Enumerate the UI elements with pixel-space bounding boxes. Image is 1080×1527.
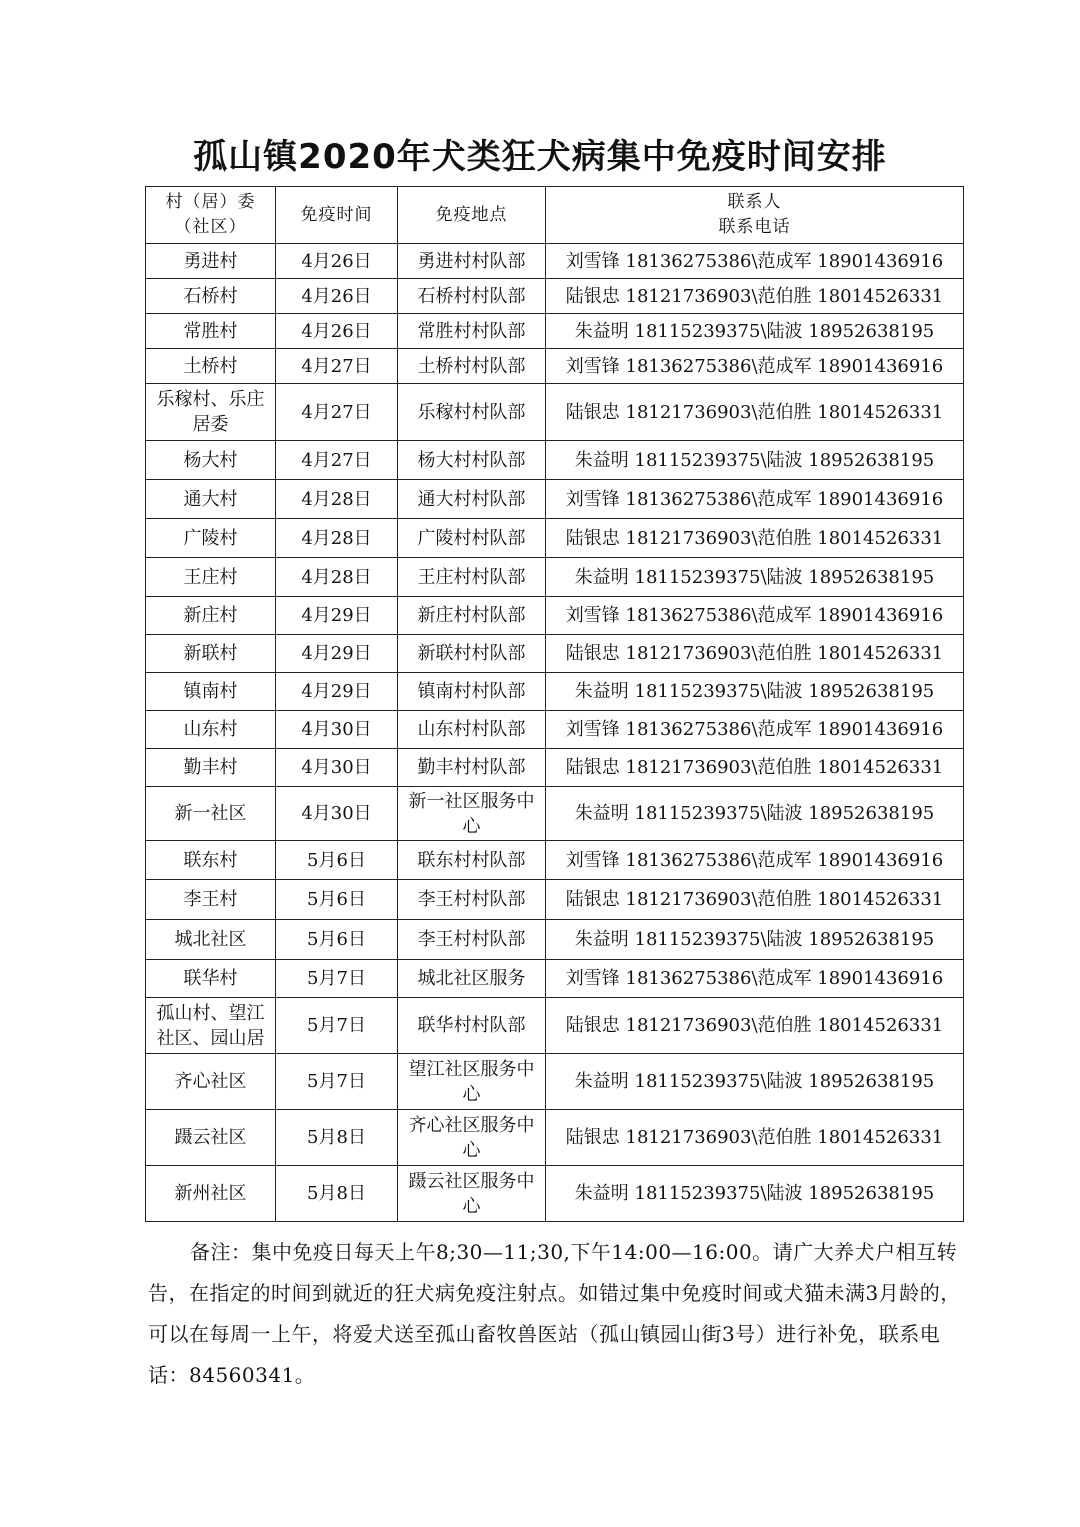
cell-place: 杨大村村队部 bbox=[398, 441, 546, 480]
cell-village: 乐稼村、乐庄居委 bbox=[146, 384, 276, 441]
cell-village: 镇南村 bbox=[146, 673, 276, 711]
cell-date: 4月29日 bbox=[276, 635, 398, 673]
cell-date: 5月7日 bbox=[276, 960, 398, 998]
header-contact-person: 联系人 bbox=[727, 192, 782, 212]
cell-place: 通大村村队部 bbox=[398, 480, 546, 519]
vaccination-schedule-table bbox=[145, 186, 964, 1222]
cell-date: 4月27日 bbox=[276, 349, 398, 384]
cell-contact: 陆银忠 18121736903\范伯胜 18014526331 bbox=[546, 635, 964, 673]
cell-date: 4月26日 bbox=[276, 244, 398, 279]
cell-place: 乐稼村村队部 bbox=[398, 384, 546, 441]
cell-date: 5月6日 bbox=[276, 880, 398, 920]
cell-date: 5月6日 bbox=[276, 920, 398, 960]
cell-place: 山东村村队部 bbox=[398, 711, 546, 749]
cell-date: 4月30日 bbox=[276, 749, 398, 787]
cell-date: 5月8日 bbox=[276, 1166, 398, 1222]
cell-village: 新一社区 bbox=[146, 787, 276, 841]
cell-contact: 陆银忠 18121736903\范伯胜 18014526331 bbox=[546, 384, 964, 441]
cell-village: 山东村 bbox=[146, 711, 276, 749]
table-row bbox=[146, 920, 964, 960]
cell-contact: 陆银忠 18121736903\范伯胜 18014526331 bbox=[546, 1110, 964, 1166]
cell-place: 勤丰村村队部 bbox=[398, 749, 546, 787]
cell-contact: 陆银忠 18121736903\范伯胜 18014526331 bbox=[546, 279, 964, 314]
remark-note: 备注：集中免疫日每天上午8;30—11;30,下午14:00—16:00。请广大养犬户相互转告，在指定的时间到就近的狂犬病免疫注射点。如错过集中免疫时间或犬猫未满3月龄的，可以在每周一上午，将爱犬送至孤山畜牧兽医站（孤山镇园山街3号）进行补免，联系电话：84560341。 bbox=[148, 1240, 961, 1387]
cell-contact: 朱益明 18115239375\陆波 18952638195 bbox=[546, 920, 964, 960]
header-place: 免疫地点 bbox=[398, 187, 546, 244]
cell-place: 齐心社区服务中心 bbox=[398, 1110, 546, 1166]
cell-place: 蹑云社区服务中心 bbox=[398, 1166, 546, 1222]
cell-date: 4月27日 bbox=[276, 384, 398, 441]
cell-contact: 朱益明 18115239375\陆波 18952638195 bbox=[546, 1054, 964, 1110]
cell-place: 石桥村村队部 bbox=[398, 279, 546, 314]
table-row bbox=[146, 1054, 964, 1110]
cell-village: 土桥村 bbox=[146, 349, 276, 384]
cell-place: 广陵村村队部 bbox=[398, 519, 546, 558]
cell-contact: 朱益明 18115239375\陆波 18952638195 bbox=[546, 673, 964, 711]
cell-date: 5月7日 bbox=[276, 1054, 398, 1110]
cell-place: 李王村村队部 bbox=[398, 920, 546, 960]
cell-contact: 朱益明 18115239375\陆波 18952638195 bbox=[546, 441, 964, 480]
cell-date: 5月7日 bbox=[276, 998, 398, 1054]
cell-village: 王庄村 bbox=[146, 558, 276, 597]
table-row bbox=[146, 635, 964, 673]
table-row bbox=[146, 1166, 964, 1222]
table-row bbox=[146, 314, 964, 349]
cell-village: 齐心社区 bbox=[146, 1054, 276, 1110]
header-contact-phone: 联系电话 bbox=[718, 217, 791, 237]
cell-village: 联华村 bbox=[146, 960, 276, 998]
table-row bbox=[146, 673, 964, 711]
cell-place: 新庄村村队部 bbox=[398, 597, 546, 635]
table-row bbox=[146, 384, 964, 441]
cell-village: 李王村 bbox=[146, 880, 276, 920]
cell-place: 土桥村村队部 bbox=[398, 349, 546, 384]
cell-date: 4月30日 bbox=[276, 787, 398, 841]
cell-village: 孤山村、望江社区、园山居 bbox=[146, 998, 276, 1054]
cell-contact: 刘雪锋 18136275386\范成军 18901436916 bbox=[546, 349, 964, 384]
cell-village: 新庄村 bbox=[146, 597, 276, 635]
cell-contact: 朱益明 18115239375\陆波 18952638195 bbox=[546, 314, 964, 349]
cell-date: 4月30日 bbox=[276, 711, 398, 749]
cell-place: 望江社区服务中心 bbox=[398, 1054, 546, 1110]
cell-village: 勤丰村 bbox=[146, 749, 276, 787]
cell-date: 5月8日 bbox=[276, 1110, 398, 1166]
cell-contact: 刘雪锋 18136275386\范成军 18901436916 bbox=[546, 244, 964, 279]
cell-place: 镇南村村队部 bbox=[398, 673, 546, 711]
cell-village: 广陵村 bbox=[146, 519, 276, 558]
cell-place: 常胜村村队部 bbox=[398, 314, 546, 349]
cell-date: 4月26日 bbox=[276, 279, 398, 314]
table-row bbox=[146, 749, 964, 787]
table-row bbox=[146, 711, 964, 749]
cell-place: 李王村村队部 bbox=[398, 880, 546, 920]
cell-place: 勇进村村队部 bbox=[398, 244, 546, 279]
cell-date: 5月6日 bbox=[276, 841, 398, 880]
table-row bbox=[146, 558, 964, 597]
cell-date: 4月29日 bbox=[276, 597, 398, 635]
table-row bbox=[146, 441, 964, 480]
cell-contact: 陆银忠 18121736903\范伯胜 18014526331 bbox=[546, 749, 964, 787]
header-contact bbox=[546, 187, 964, 244]
table-row bbox=[146, 998, 964, 1054]
cell-contact: 刘雪锋 18136275386\范成军 18901436916 bbox=[546, 960, 964, 998]
table-header-row bbox=[146, 187, 964, 244]
table-row bbox=[146, 960, 964, 998]
cell-village: 联东村 bbox=[146, 841, 276, 880]
cell-village: 通大村 bbox=[146, 480, 276, 519]
cell-village: 常胜村 bbox=[146, 314, 276, 349]
cell-date: 4月28日 bbox=[276, 558, 398, 597]
cell-contact: 刘雪锋 18136275386\范成军 18901436916 bbox=[546, 711, 964, 749]
cell-village: 勇进村 bbox=[146, 244, 276, 279]
cell-contact: 陆银忠 18121736903\范伯胜 18014526331 bbox=[546, 880, 964, 920]
table-row bbox=[146, 244, 964, 279]
cell-contact: 刘雪锋 18136275386\范成军 18901436916 bbox=[546, 480, 964, 519]
cell-place: 王庄村村队部 bbox=[398, 558, 546, 597]
cell-place: 城北社区服务 bbox=[398, 960, 546, 998]
cell-place: 新一社区服务中心 bbox=[398, 787, 546, 841]
cell-contact: 刘雪锋 18136275386\范成军 18901436916 bbox=[546, 597, 964, 635]
cell-village: 杨大村 bbox=[146, 441, 276, 480]
table-row bbox=[146, 1110, 964, 1166]
cell-date: 4月27日 bbox=[276, 441, 398, 480]
cell-village: 石桥村 bbox=[146, 279, 276, 314]
cell-village: 城北社区 bbox=[146, 920, 276, 960]
cell-place: 新联村村队部 bbox=[398, 635, 546, 673]
cell-village: 新联村 bbox=[146, 635, 276, 673]
table-row bbox=[146, 880, 964, 920]
table-row bbox=[146, 597, 964, 635]
cell-place: 联华村村队部 bbox=[398, 998, 546, 1054]
cell-date: 4月26日 bbox=[276, 314, 398, 349]
header-date: 免疫时间 bbox=[276, 187, 398, 244]
table-row bbox=[146, 519, 964, 558]
cell-date: 4月28日 bbox=[276, 519, 398, 558]
table-row bbox=[146, 279, 964, 314]
cell-village: 蹑云社区 bbox=[146, 1110, 276, 1166]
cell-contact: 陆银忠 18121736903\范伯胜 18014526331 bbox=[546, 519, 964, 558]
cell-contact: 朱益明 18115239375\陆波 18952638195 bbox=[546, 787, 964, 841]
cell-contact: 朱益明 18115239375\陆波 18952638195 bbox=[546, 1166, 964, 1222]
cell-date: 4月29日 bbox=[276, 673, 398, 711]
cell-place: 联东村村队部 bbox=[398, 841, 546, 880]
cell-village: 新州社区 bbox=[146, 1166, 276, 1222]
table-row bbox=[146, 841, 964, 880]
cell-contact: 刘雪锋 18136275386\范成军 18901436916 bbox=[546, 841, 964, 880]
table-row bbox=[146, 787, 964, 841]
table-row bbox=[146, 480, 964, 519]
cell-date: 4月28日 bbox=[276, 480, 398, 519]
cell-contact: 陆银忠 18121736903\范伯胜 18014526331 bbox=[546, 998, 964, 1054]
cell-contact: 朱益明 18115239375\陆波 18952638195 bbox=[546, 558, 964, 597]
table-row bbox=[146, 349, 964, 384]
document-title: 孤山镇2020年犬类狂犬病集中免疫时间安排 bbox=[193, 137, 887, 177]
header-village: 村（居）委（社区） bbox=[146, 187, 276, 244]
